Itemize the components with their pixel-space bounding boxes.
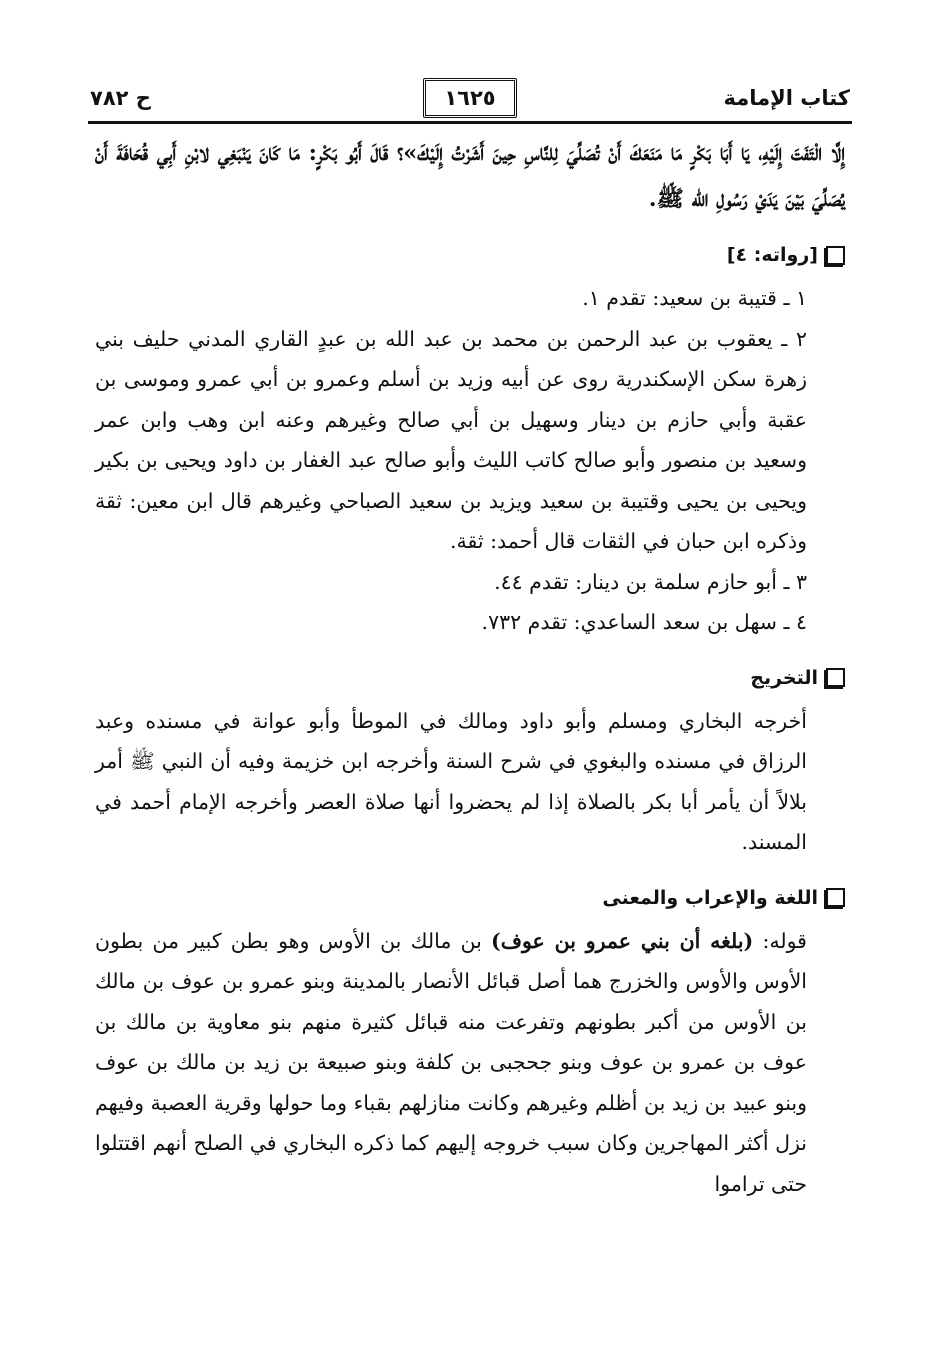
narrator-item: ٢ ـ يعقوب بن عبد الرحمن بن محمد بن عبد الله بن عبدٍ القاري المدني حليف بني زهرة سكن الإسكندرية روى عن أبيه وزيد بن أسلم وعمرو بن أبي عمرو وموسى بن عقبة وأبي حازم بن دينار وسهيل بن أبي صالح وغيرهم وعنه ابن وهب وابن عمر وسعيد بن منصور وأبو صالح كاتب الليث وأبو صالح عبد الغفار بن داود ويحيى بن بكير ويحيى بن يحيى وقتيبة بن سعيد ويزيد بن سعيد الصباحي وغيرهم قال ابن معين: ثقة وذكره ابن حبان في الثقات قال أحمد: ثقة. <box>95 326 808 553</box>
header-rule <box>88 121 852 124</box>
square-bullet-icon <box>826 246 845 265</box>
quoted-phrase: (بلغه أن بني عمرو بن عوف) <box>491 928 754 953</box>
book-title: كتاب الإمامة <box>723 86 850 110</box>
takhrij-heading-label: التخريج <box>750 666 818 689</box>
language-heading-label: اللغة والإعراب والمعنى <box>602 886 818 909</box>
hadith-text: إِلَّا الْتَفَتَ إِلَيْهِ، يَا أَبَا بَكْرٍ مَا مَنَعَكَ أَنْ تُصَلِّيَ لِلنَّاسِ حِينَ أَشَرْتُ إِلَيْكَ»؟ قَالَ أَبُو بَكْرٍ: مَا كَانَ يَنْبَغِي لابْنِ أَبِي قُحَافَةَ أَنْ يُصَلِّيَ بَيْنَ يَدَيْ رَسُولِ الله ﷺ. <box>95 140 845 212</box>
narrators-heading-label: [رواته: ٤] <box>726 244 818 266</box>
takhrij-text: أخرجه البخاري ومسلم وأبو داود ومالك في الموطأ وأبو عوانة في مسنده وعبد الرزاق في مسنده والبغوي في شرح السنة وأخرجه ابن خزيمة وفيه أن النبي ﷺ أمر بلالاً أن يأمر أبا بكر بالصلاة إذا لم يحضروا أنها صلاة العصر وأخرجه الإمام أحمد في المسند. <box>95 708 807 854</box>
page-header <box>90 78 850 118</box>
narrator-item: ٤ ـ سهل بن سعد الساعدي: تقدم ٧٣٢. <box>481 610 807 634</box>
square-bullet-icon <box>826 888 845 907</box>
language-body: بن مالك بن الأوس وهو بطن كبير من بطون الأوس والأوس والخزرج هما أصل قبائل الأنصار بالمدينة وبنو عمرو بن عوف بن مالك بن الأوس من أكبر بطونهم وتفرعت منه قبائل كثيرة منهم بنو معاوية بن مالك بن عوف بن عمرو بن عوف وبنو جحجبى بن كلفة وبنو صبيعة بن زيد بن مالك بن عوف وبنو عبيد بن زيد بن أظلم وغيرهم وكانت منازلهم بقباء وما حولها وقرية العصبة وفيهم نزل أكثر المهاجرين وكان سبب خروجه إليهم كما ذكره البخاري في الصلح أنهم اقتتلوا حتى تراموا <box>95 928 807 1196</box>
page-content <box>95 130 845 1204</box>
square-bullet-icon <box>826 668 845 687</box>
language-heading <box>95 881 845 915</box>
page-number: ١٦٢٥ <box>423 78 517 118</box>
narrator-item: ٣ ـ أبو حازم سلمة بن دينار: تقدم ٤٤. <box>494 569 807 594</box>
language-text <box>95 921 845 1205</box>
takhrij-heading <box>95 661 845 695</box>
hadith-reference: ح ٧٨٢ <box>90 86 151 110</box>
qawluhu-label: قوله: <box>762 928 807 953</box>
narrators-heading <box>95 238 845 272</box>
narrator-item: ١ ـ قتيبة بن سعيد: تقدم ١. <box>582 286 807 310</box>
